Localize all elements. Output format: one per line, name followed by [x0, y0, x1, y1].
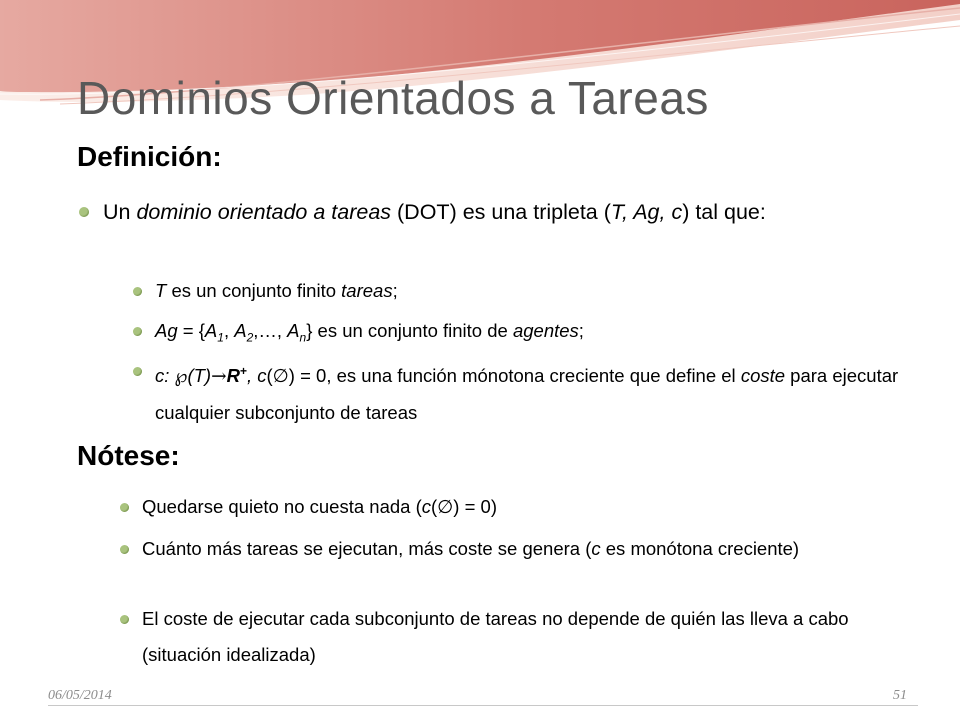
- note-text: El coste de ejecutar cada subconjunto de tareas no depende de quién las lleva a cabo (situación idealizada): [142, 608, 849, 665]
- note-zero-cost: [142, 489, 902, 526]
- note-idealized: [142, 601, 902, 673]
- definition-text: (DOT) es una tripleta (: [391, 200, 611, 224]
- item-agents: [155, 313, 895, 356]
- item-text: Ag: [155, 320, 178, 341]
- bullet-icon: [133, 327, 142, 336]
- item-text: (: [266, 365, 273, 387]
- item-term: agentes: [512, 320, 579, 341]
- note-text: c: [591, 538, 601, 559]
- definition-text: Un: [103, 200, 137, 224]
- item-text: = {: [177, 320, 205, 341]
- item-text: A: [234, 320, 247, 341]
- definition-heading: Definición:: [77, 141, 222, 172]
- note-text: c: [421, 496, 431, 517]
- arrow-right-icon: →: [211, 366, 227, 388]
- item-text: para ejecutar cualquier subconjunto de tareas: [155, 365, 899, 424]
- note-text: (: [431, 496, 438, 517]
- item-tasks: [155, 273, 895, 309]
- slide-title: Dominios Orientados a Tareas: [77, 72, 709, 124]
- definition-text: ) tal que:: [682, 200, 766, 224]
- definition-term: dominio orientado a tareas: [136, 200, 392, 224]
- empty-set-icon: ∅: [437, 497, 454, 518]
- powerset-icon: ℘: [174, 366, 188, 388]
- bullet-icon: [120, 615, 129, 624]
- definition-tuple: T, Ag, c: [610, 200, 683, 224]
- page-number: 51: [893, 688, 907, 703]
- item-term: tareas: [341, 280, 393, 301]
- note-text: Cuánto más tareas se ejecutan, más coste se genera (: [142, 538, 592, 559]
- item-subscript: 2: [246, 330, 254, 345]
- item-subscript: 1: [217, 330, 224, 345]
- item-text: A: [287, 320, 300, 341]
- footer-date: 06/05/2014: [48, 688, 112, 703]
- item-term: coste: [740, 365, 786, 387]
- note-heading: Nótese:: [77, 440, 180, 471]
- item-text: T: [155, 280, 167, 301]
- bullet-icon: [133, 287, 142, 296]
- item-text: , c: [246, 365, 267, 387]
- empty-set-icon: ∅: [272, 366, 289, 388]
- bullet-icon: [120, 503, 129, 512]
- item-superscript: +: [239, 364, 247, 378]
- item-text: ;: [392, 280, 398, 301]
- item-subscript: n: [299, 330, 307, 345]
- item-text: c:: [155, 365, 175, 387]
- item-text: ,: [223, 320, 235, 341]
- bullet-icon: [79, 207, 89, 217]
- item-text: es un conjunto finito: [166, 280, 342, 301]
- note-monotone: [142, 531, 902, 567]
- note-text: ) = 0): [453, 496, 497, 517]
- note-text: es monótona creciente): [600, 538, 800, 559]
- bullet-icon: [133, 367, 142, 376]
- item-text: (T): [187, 365, 212, 387]
- definition-paragraph: [103, 194, 893, 230]
- item-text: ,…,: [253, 320, 288, 341]
- item-text: R: [226, 365, 240, 387]
- note-text: Quedarse quieto no cuesta nada (: [142, 496, 422, 517]
- item-text: ) = 0, es una función mónotona creciente que define el: [288, 365, 741, 387]
- footer-divider: [48, 705, 918, 706]
- item-text: ;: [578, 320, 584, 341]
- bullet-icon: [120, 545, 129, 554]
- item-text: es un conjunto finito de: [312, 320, 513, 341]
- item-text: A: [204, 320, 218, 341]
- item-text: }: [306, 320, 313, 341]
- item-cost-function: [155, 353, 900, 431]
